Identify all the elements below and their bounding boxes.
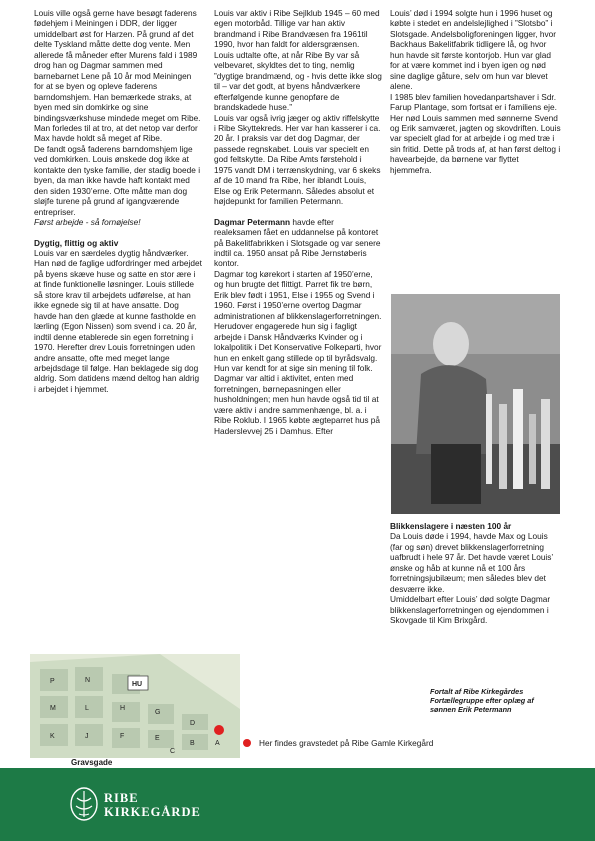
credit-caption <box>430 687 580 715</box>
red-dot-icon <box>243 739 251 747</box>
section-heading: Dygtig, flittig og aktiv <box>34 237 119 248</box>
section-label: F <box>120 733 125 740</box>
section-label: G <box>155 709 161 716</box>
section-label: B <box>190 740 195 747</box>
paragraph: Louis var en særdeles dygtig håndværker. Han nød de faglige udfordringer med arbejdet på byens skæve huse og satte en stor ære i at finde funktionelle løsninger. Louis stillede så store krav til arbejdets udførelse, at han ikke egnede sig til at have ansatte. Dog havde han den glæde at kunne fastholde en lærling (Egon Nissen) som svend i ca. 20 år, indtil denne etablerede sin egen forretning i 1970. Herefter drev Louis forretningen uden andre ansatte, ofte med meget lange arbejdsdage til følge. Han beklagede sig dog aldrig. Som datidens mænd deltog han aldrig i arbejdet i hjemmet. <box>34 247 202 394</box>
column-3-lower <box>390 521 562 626</box>
paragraph: De fandt også faderens barndomshjem lige ved domkirken. Louis ønskede dog ikke at kontakte den tyske familie, der stadig boede i byen, da man ikke havde haft kontakt med den siden 1930’erne. Ofte måtte man dog sløjfe turene på grund af igangværende entrepriser. <box>34 143 201 217</box>
section-label: J <box>85 733 89 740</box>
column-3 <box>390 8 562 175</box>
paragraph: Louis’ død i 1994 solgte hun i 1996 huset og købte i stedet en andelslejlighed i ”Slotsbo” i Slotsgade. Andelsboligforeningen ligger, hvor Backhaus Bakelitfabrik tidligere lå, og hvor hun havde sit første kontorjob. Hun var glad for at være kommet ind i byen igen og nød sine daglige gåture, selv om hun var blevet alene. <box>390 8 557 92</box>
paragraph: I 1985 blev familien hovedanpartshaver i Sdr. Farup Plantage, som fortsat er i familiens eje. Her nød Louis sammen med sønnerne Svend og Erik samværet, jagten og skovdriften. Louis var specielt glad for at arbejde i og med træ i sin fritid. Dette på trods af, at han først deltog i havearbejde, da børnene var flyttet hjemmefra. <box>390 91 561 175</box>
section-label: HU <box>132 681 143 688</box>
logo-line-2: KIRKEGÅRDE <box>104 805 201 819</box>
section-label: K <box>50 733 55 740</box>
paragraph: Umiddelbart efter Louis’ død solgte Dagmar blikkenslagerforretningen og ejendommen i Skovgade til Kim Brixgård. <box>390 594 551 626</box>
paragraph: Da Louis døde i 1994, havde Max og Louis (far og søn) drevet blikkenslagerforretning uafbrudt i hele 97 år. Det havde været Louis’ ønske og håb at kunne nå et 100 års forretningsjubilæum; men således blev det desværre ikke. <box>390 531 553 594</box>
paragraph: Louis var aktiv i Ribe Sejlklub 1945 – 60 med egen motorbåd. Tillige var han aktiv brandmand i Ribe Brandvæsen fra 1961til 1990, hvor han faldt for aldersgrænsen. <box>214 8 380 50</box>
person-name: Dagmar Petermann <box>214 216 291 227</box>
caption-line: Fortalt af Ribe Kirkegårdes <box>430 687 524 696</box>
section-label: P <box>50 678 55 685</box>
photo-craftsman <box>391 294 560 514</box>
paragraph-text: havde efter realeksamen fået en uddannelse på kontoret på Bakelitfabrikken i Slotsgade og var senere indtil ca. 1950 ansat på Ribe Jernstøberis kontor. <box>214 216 381 269</box>
paragraph: Louis udtalte ofte, at når Ribe By var så velbevaret, skyldtes det to ting, nemlig ”dygtige brandmænd, og - hvis dette ikke slog til – var det godt, at byens håndværkere efterfølgende kunne genopføre de brandskadede huse.” <box>214 49 382 113</box>
street-label: Gravsgade <box>71 758 113 767</box>
column-2 <box>214 8 382 436</box>
ribe-kirkegaarde-logo <box>69 786 99 827</box>
motto-text: Først arbejde - så fornøjelse! <box>34 217 141 228</box>
logo-line-1: RIBE <box>104 791 139 805</box>
cemetery-map <box>30 654 240 758</box>
paragraph <box>214 217 382 269</box>
paragraph: Dagmar var altid i aktivitet, enten med forretningen, børnepasningen eller husholdningen; men hun havde også tid til at være aktiv i andre sammenhænge, bl. a. i Ribe Roklub. I 1965 købte ægteparret hus på Haderslevvej 25 i Damhus. Efter <box>214 373 381 436</box>
section-label: C <box>170 748 176 755</box>
section-label: A <box>215 740 220 747</box>
caption-line: Fortællegruppe efter oplæg af <box>430 696 534 706</box>
section-label: E <box>155 735 160 742</box>
section-heading: Blikkenslagere i næsten 100 år <box>390 521 512 531</box>
paragraph: Dagmar tog kørekort i starten af 1950’erne, og hun brugte det flittigt. Parret fik tre børn, Erik blev født i 1951, Else i 1955 og Svend i 1960. Først i 1950’erne overtog Dagmar administrationen af blikkenslagerforretningen. Herudover engagerede hun sig i fagligt arbejde i Dansk Håndværks Kvinder og i lokalpolitik i Det Konservative Folkeparti, hvor hun en enkelt gang stillede op til byrådsvalg. Hun var kendt for at sige sin mening til folk. <box>214 268 382 373</box>
section-label: L <box>85 705 89 712</box>
section-label: N <box>85 677 91 684</box>
paragraph: Louis ville også gerne have besøgt faderens fødehjem i Meiningen i DDR, der ligger umiddelbart øst for Harzen. På grund af det delte Tyskland måtte dette dog vente. Men allerede få måneder efter Murens fald i 1989 drog han og Dagmar sammen med barnebarnet Lene på 10 år mod Meiningen for at se byen og opleve faderens barndomshjem. Han bemærkede straks, at byen med sin domkirke og sine bindingsværkshuse mindede meget om Ribe. Man forledes til at tro, at det netop var derfor Max havde holdt så meget af Ribe. <box>34 8 201 144</box>
paragraph: Louis var også ivrig jæger og aktiv riffelskytte i Ribe Skyttekreds. Her var han kasserer i ca. 20 år. I praksis var det dog Dagmar, der passede regnskabet. Louis var specielt en god feltskytte. Da Ribe Amts førstehold i 1975 vandt DM i terrænskydning, var 6 skeks af de 10 mand fra Ribe, her iblandt Louis, Else og Erik Petermann. Således absolut et højdepunkt for familien Petermann. <box>214 112 381 207</box>
grave-marker <box>214 725 224 735</box>
section-label: D <box>190 720 196 727</box>
section-label: H <box>120 705 126 712</box>
section-label: M <box>50 705 56 712</box>
column-1 <box>34 8 202 394</box>
footer-logo-text <box>104 791 201 819</box>
map-legend <box>243 738 433 748</box>
legend-text: Her findes gravstedet på Ribe Gamle Kirkegård <box>259 738 434 748</box>
caption-line: sønnen Erik Petermann <box>430 705 512 715</box>
